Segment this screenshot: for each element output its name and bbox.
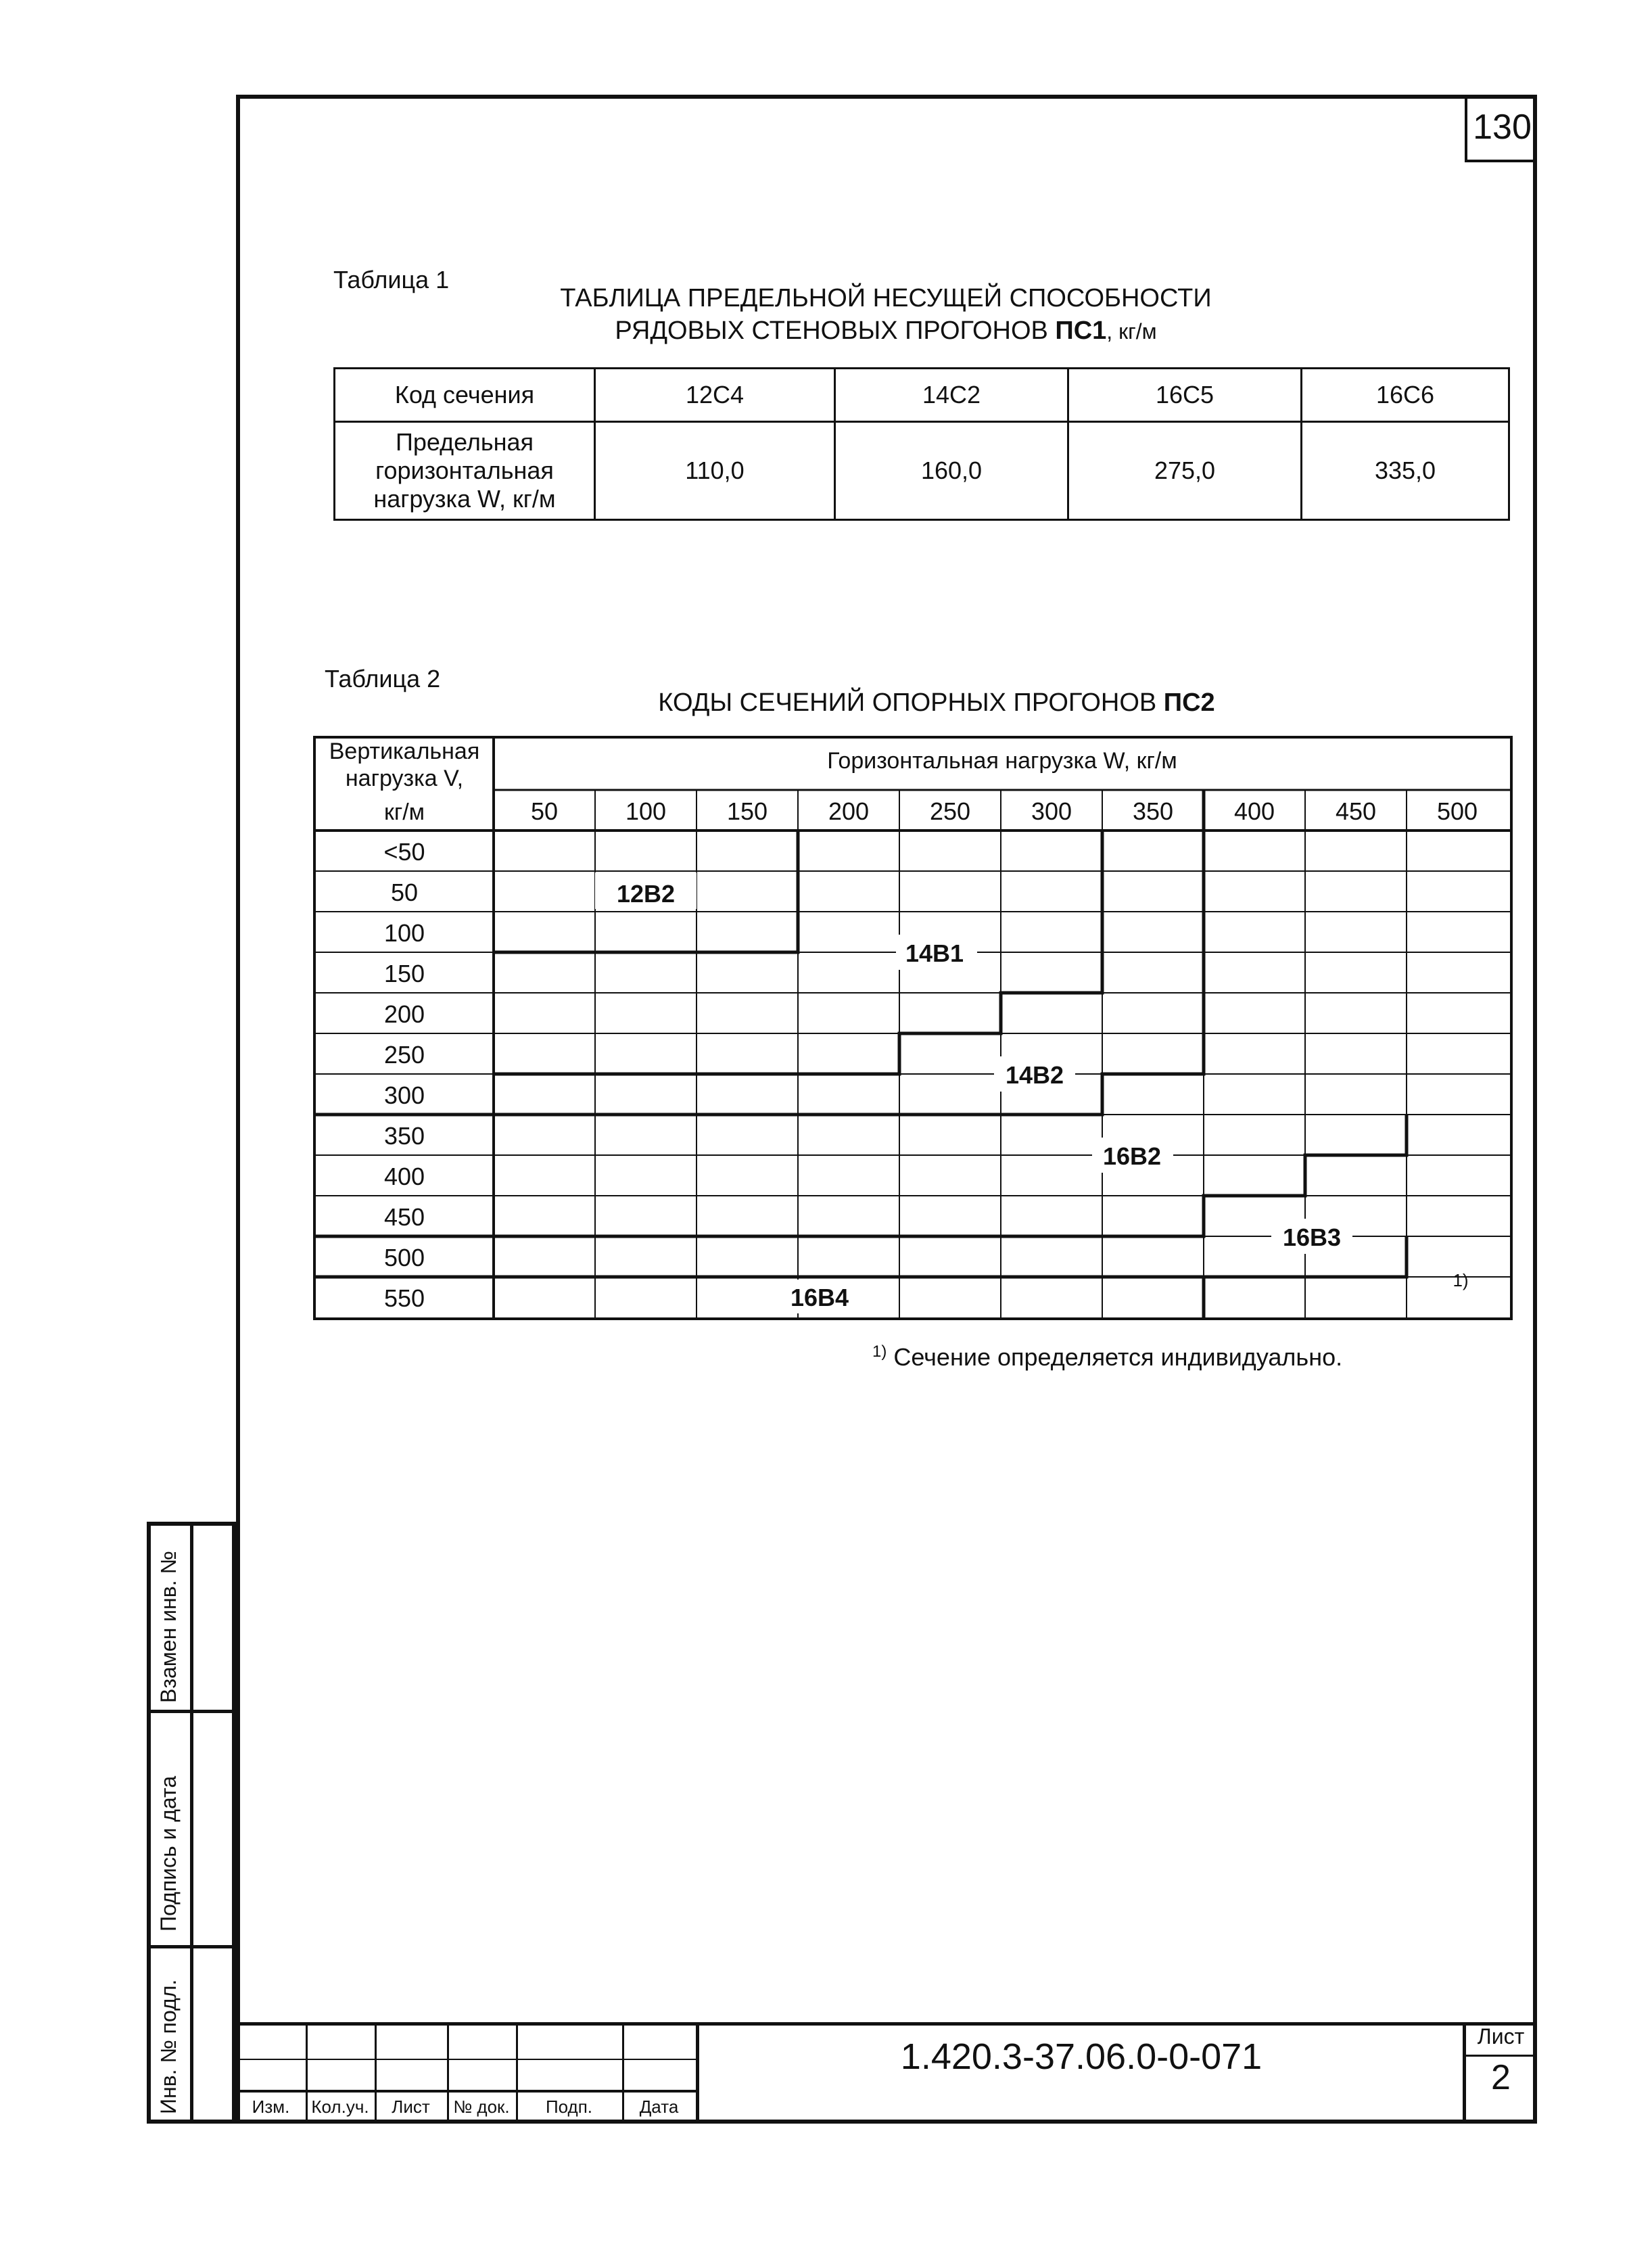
side-label-inventory: Инв. № подл. bbox=[156, 1979, 181, 2114]
side-label-replace: Взамен инв. № bbox=[156, 1551, 181, 1703]
table2-row-header: 50 bbox=[390, 879, 419, 906]
table2-row-header: 250 bbox=[383, 1041, 425, 1069]
page-number: 130 bbox=[1465, 95, 1537, 162]
zone-label: 14В2 bbox=[1005, 1061, 1064, 1089]
stamp-line bbox=[236, 2090, 696, 2093]
stamp-line bbox=[1463, 2055, 1537, 2057]
table1-value: 160,0 bbox=[835, 422, 1068, 520]
footnote bbox=[872, 1342, 1342, 1372]
table2-title-bold: ПС2 bbox=[1163, 688, 1215, 717]
note-mark: 1) bbox=[1453, 1270, 1469, 1290]
table2-column-header: 300 bbox=[1031, 797, 1072, 825]
table2-row-header: 500 bbox=[383, 1244, 425, 1271]
table2-column-header: 50 bbox=[530, 797, 559, 825]
document-number: 1.420.3-37.06.0-0-071 bbox=[900, 2036, 1262, 2077]
stamp-label-signature: Подп. bbox=[545, 2097, 593, 2117]
table1-header-label: Код сечения bbox=[335, 369, 595, 422]
table2-row-header: <50 bbox=[383, 838, 425, 866]
stamp-label-date: Дата bbox=[639, 2097, 679, 2117]
zone-label: 16В3 bbox=[1282, 1223, 1342, 1251]
table1-caption: Таблица 1 bbox=[333, 266, 450, 294]
stamp-line bbox=[236, 2022, 1537, 2026]
stamp-label-sheet: Лист bbox=[392, 2097, 430, 2117]
zone-label: 14В1 bbox=[905, 939, 964, 967]
table1-row-label-3: нагрузка W, кг/м bbox=[373, 485, 556, 513]
table1-code: 16С6 bbox=[1302, 369, 1509, 422]
side-label-signature: Подпись и дата bbox=[156, 1775, 181, 1932]
table2-title-prefix: КОДЫ СЕЧЕНИЙ ОПОРНЫХ ПРОГОНОВ bbox=[658, 688, 1164, 717]
side-strip bbox=[147, 1522, 236, 2124]
table1-title-line1: ТАБЛИЦА ПРЕДЕЛЬНОЙ НЕСУЩЕЙ СПОСОБНОСТИ bbox=[560, 284, 1212, 312]
stamp-label-doc: № док. bbox=[453, 2097, 510, 2117]
table2-row-header: 350 bbox=[383, 1122, 425, 1150]
table2-vlabel-1: Вертикальная bbox=[329, 739, 480, 764]
table2-column-header: 350 bbox=[1132, 797, 1174, 825]
sheet-number: 2 bbox=[1491, 2058, 1511, 2097]
table2-column-header: 250 bbox=[929, 797, 971, 825]
table1-code: 12С4 bbox=[595, 369, 835, 422]
table2-column-header: 500 bbox=[1436, 797, 1478, 825]
table2-row-header: 100 bbox=[383, 919, 425, 947]
table1-title-suffix: , кг/м bbox=[1106, 319, 1157, 344]
stamp-label-change: Изм. bbox=[252, 2097, 290, 2117]
zone-label: 16В2 bbox=[1102, 1142, 1162, 1170]
side-strip-divider bbox=[190, 1526, 193, 2120]
table2-caption: Таблица 2 bbox=[325, 665, 441, 693]
sheet-label: Лист bbox=[1477, 2024, 1525, 2049]
table2-row-header: 300 bbox=[383, 1081, 425, 1109]
table1-code: 16С5 bbox=[1068, 369, 1302, 422]
table2-row-header: 550 bbox=[383, 1284, 425, 1312]
stamp-line bbox=[236, 2059, 696, 2060]
table2-column-header: 100 bbox=[625, 797, 667, 825]
table2-column-header: 450 bbox=[1335, 797, 1377, 825]
table1-value: 110,0 bbox=[595, 422, 835, 520]
table1-code: 14С2 bbox=[835, 369, 1068, 422]
side-strip-line bbox=[151, 1945, 232, 1948]
table1-row-label-1: Предельная bbox=[395, 428, 534, 456]
table1-row-label-2: горизонтальная bbox=[375, 457, 554, 484]
table2-vlabel-2: нагрузка V, bbox=[345, 766, 464, 791]
zone-label: 16В4 bbox=[790, 1284, 849, 1311]
table1-title-prefix: РЯДОВЫХ СТЕНОВЫХ ПРОГОНОВ bbox=[615, 317, 1056, 345]
table2-vlabel-3: кг/м bbox=[383, 799, 425, 825]
table2-row-header: 200 bbox=[383, 1000, 425, 1028]
footnote-text: Сечение определяется индивидуально. bbox=[887, 1343, 1343, 1371]
table1-title-bold: ПС1 bbox=[1055, 317, 1107, 345]
table2-row-header: 150 bbox=[383, 960, 425, 987]
side-strip-line bbox=[151, 1710, 232, 1713]
table2-row-header: 450 bbox=[383, 1203, 425, 1231]
table1-value: 335,0 bbox=[1302, 422, 1509, 520]
table1-value: 275,0 bbox=[1068, 422, 1302, 520]
table2-column-header: 150 bbox=[726, 797, 768, 825]
table2-hlabel: Горизонтальная нагрузка W, кг/м bbox=[827, 748, 1177, 774]
footnote-mark: 1) bbox=[872, 1342, 887, 1361]
table2-row-header: 400 bbox=[383, 1163, 425, 1190]
table2-column-header: 400 bbox=[1233, 797, 1275, 825]
stamp-label-count: Кол.уч. bbox=[311, 2097, 369, 2117]
table2-column-header: 200 bbox=[828, 797, 870, 825]
zone-label: 12В2 bbox=[616, 880, 676, 908]
